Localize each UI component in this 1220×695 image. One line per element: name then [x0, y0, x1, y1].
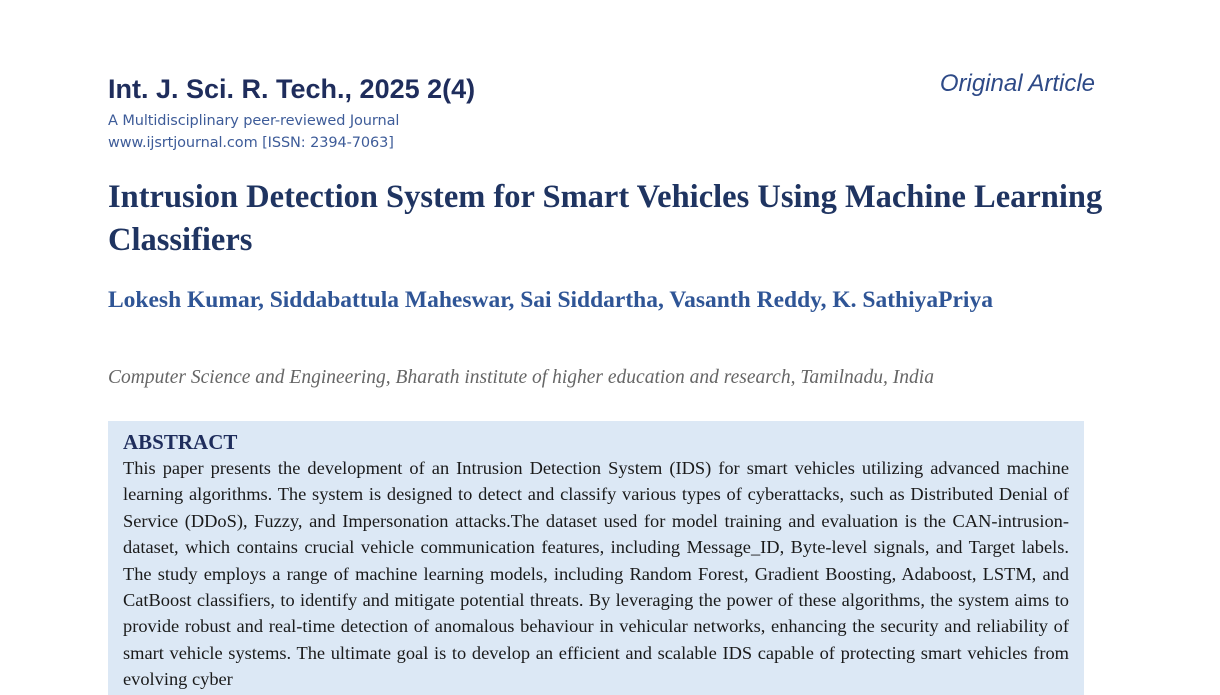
paper-title: Intrusion Detection System for Smart Vehicles Using Machine Learning Classifiers [108, 179, 1103, 258]
abstract-body: This paper presents the development of an Intrusion Detection System (IDS) for smart vehicles utilizing advanced machine learning algorithms. The system is designed to detect and classify various types of cyberattacks, such as Distributed Denial of Service (DDoS), Fuzzy, and Impersonation attacks.The dataset used for model training and evaluation is the CAN-intrusion-dataset, which contains crucial vehicle communication features, including Message_ID, Byte-level signals, and Target labels. The study employs a range of machine learning models, including Random Forest, Gradient Boosting, Adaboost, LSTM, and CatBoost classifiers, to identify and mitigate potential threats. By leveraging the power of these algorithms, the system aims to provide robust and real-time detection of anomalous behaviour in vehicular networks, enhancing the security and reliability of smart vehicle systems. The ultimate goal is to develop an efficient and scalable IDS capable of protecting smart vehicles from evolving cyber [123, 458, 1069, 690]
author-affiliation: Computer Science and Engineering, Bharath institute of higher education and research, Tamilnadu, India [108, 367, 934, 388]
journal-title: Int. J. Sci. R. Tech., 2025 2(4) [108, 74, 476, 104]
journal-website: www.ijsrtjournal.com [ISSN: 2394-7063] [108, 135, 394, 151]
abstract-section [108, 421, 1084, 695]
author-list: Lokesh Kumar, Siddabattula Maheswar, Sai Siddartha, Vasanth Reddy, K. SathiyaPriya [108, 287, 993, 313]
abstract-heading: ABSTRACT [123, 430, 238, 454]
journal-description: A Multidisciplinary peer-reviewed Journal [108, 113, 400, 129]
article-type-label: Original Article [939, 70, 1095, 97]
